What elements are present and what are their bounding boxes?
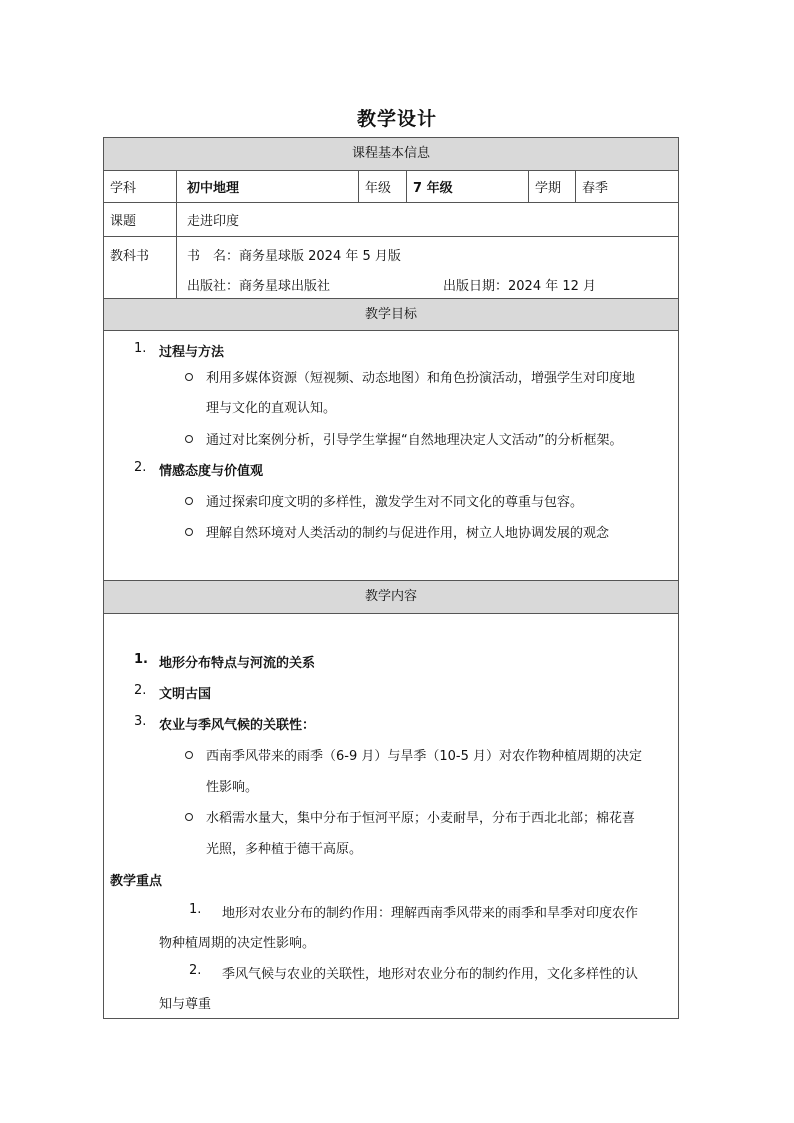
book-name: 书 名：商务星球版 2024 年 5 月版 — [187, 249, 401, 264]
content-body — [104, 614, 678, 1018]
bullet-icon — [185, 751, 193, 759]
goal-1-bullet-1-cont: 理与文化的直观认知。 — [206, 401, 337, 416]
subject-label: 学科 — [104, 171, 177, 202]
bullet-icon — [185, 435, 193, 443]
goal-2-bullet-1: 通过探索印度文明的多样性，激发学生对不同文化的尊重与包容。 — [206, 495, 584, 510]
key-2: 季风气候与农业的关联性，地形对农业分布的制约作用，文化多样性的认 — [222, 967, 639, 982]
key-1-number: 1. — [189, 902, 202, 917]
textbook-label: 教科书 — [104, 237, 177, 298]
textbook-info — [177, 237, 678, 298]
basic-info-header: 课程基本信息 — [104, 138, 678, 171]
goal-1-bullet-1: 利用多媒体资源（短视频、动态地图）和角色扮演活动，增强学生对印度地 — [206, 371, 636, 386]
key-1: 地形对农业分布的制约作用：理解西南季风带来的雨季和旱季对印度农作 — [222, 906, 639, 921]
content-2-number: 2. — [134, 683, 147, 698]
content-3-bullet-2: 水稻需水量大，集中分布于恒河平原；小麦耐旱，分布于西北北部；棉花喜 — [206, 811, 636, 826]
goal-1-number: 1. — [134, 341, 147, 356]
content-3-bullet-2-cont: 光照，多种植于德干高原。 — [206, 842, 363, 857]
content-header: 教学内容 — [104, 581, 678, 614]
goal-1-bullet-2: 通过对比案例分析，引导学生掌握“自然地理决定人文活动”的分析框架。 — [206, 433, 623, 448]
topic-row — [104, 203, 678, 237]
goal-2-number: 2. — [134, 460, 147, 475]
content-2: 文明古国 — [159, 687, 212, 702]
grade-label: 年级 — [359, 171, 407, 202]
key-points-title: 教学重点 — [110, 874, 163, 889]
goal-2-title: 情感态度与价值观 — [159, 464, 264, 479]
content-1: 地形分布特点与河流的关系 — [159, 656, 316, 671]
key-1-cont: 物种植周期的决定性影响。 — [159, 936, 316, 951]
bullet-icon — [185, 373, 193, 381]
bullet-icon — [185, 497, 193, 505]
grade-value: 7 年级 — [407, 171, 529, 202]
key-2-cont: 知与尊重 — [159, 997, 212, 1012]
basic-info-row — [104, 171, 678, 203]
topic-label: 课题 — [104, 203, 177, 236]
content-1-number: 1. — [134, 652, 148, 667]
textbook-row — [104, 237, 678, 299]
term-value: 春季 — [582, 181, 609, 196]
goal-1-title: 过程与方法 — [159, 345, 225, 360]
key-2-number: 2. — [189, 963, 202, 978]
content-3-bullet-1: 西南季风带来的雨季（6-9 月）与旱季（10-5 月）对农作物种植周期的决定 — [206, 749, 643, 764]
goal-2-bullet-2: 理解自然环境对人类活动的制约与促进作用，树立人地协调发展的观念 — [206, 526, 610, 541]
publish-date: 出版日期：2024 年 12 月 — [443, 279, 597, 294]
bullet-icon — [185, 813, 193, 821]
lesson-table — [103, 137, 679, 1019]
content-3-bullet-1-cont: 性影响。 — [206, 780, 259, 795]
term-label: 学期 — [529, 171, 576, 202]
document-title: 教学设计 — [356, 108, 437, 130]
subject-value: 初中地理 — [177, 171, 359, 202]
bullet-icon — [185, 528, 193, 536]
publisher: 出版社：商务星球出版社 — [187, 279, 331, 294]
content-3: 农业与季风气候的关联性： — [159, 718, 316, 733]
topic-value: 走进印度 — [187, 214, 240, 229]
content-3-number: 3. — [134, 714, 147, 729]
goals-header: 教学目标 — [104, 299, 678, 331]
goals-body — [104, 331, 678, 581]
